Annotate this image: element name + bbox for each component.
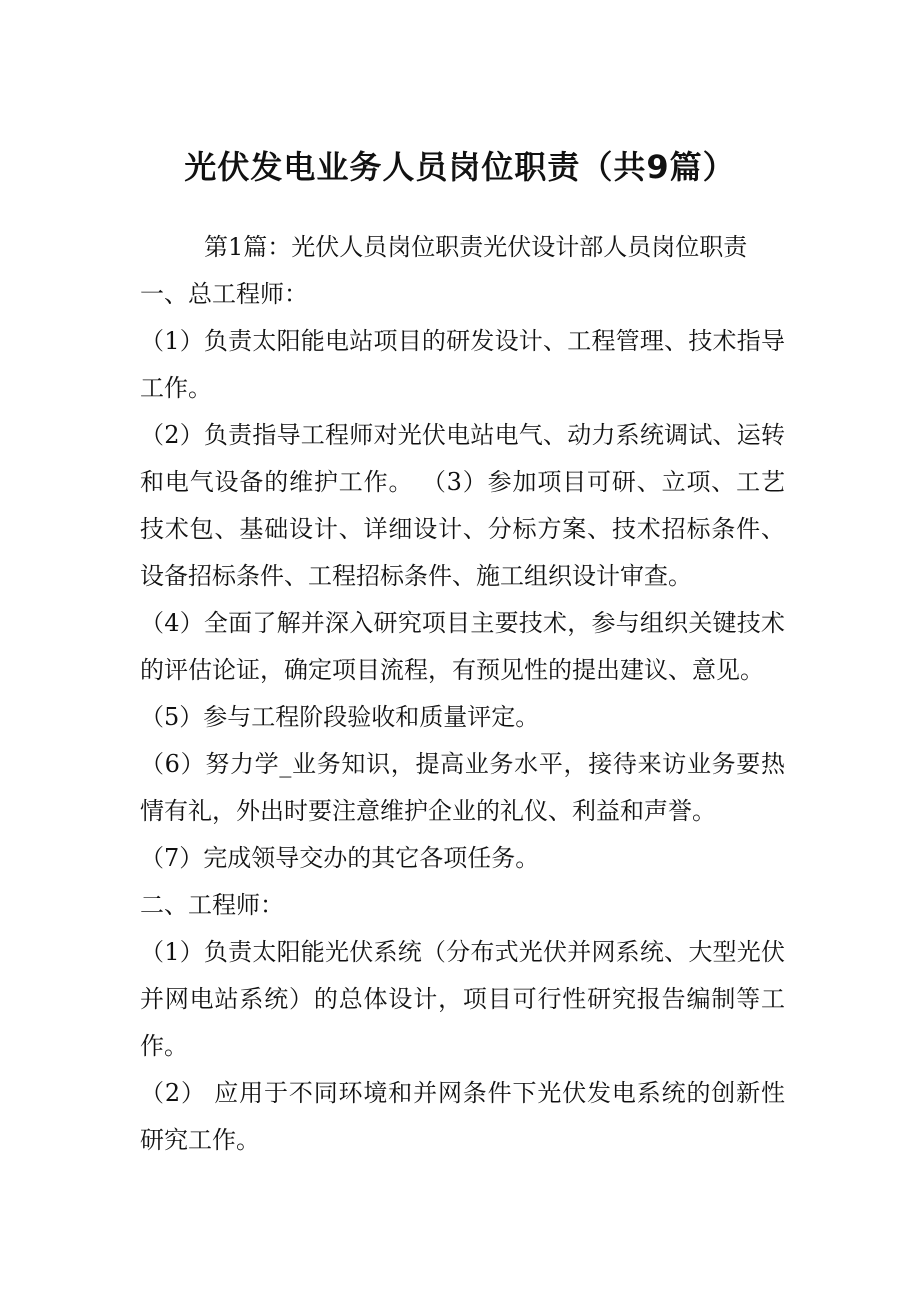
- paragraph-item-5: （5）参与工程阶段验收和质量评定。: [140, 703, 540, 731]
- paragraph-item-2-3: （2）负责指导工程师对光伏电站电气、动力系统调试、运转和电气设备的维护工作。 （3）参加项目可研、立项、工艺技术包、基础设计、详细设计、分标方案、技术招标条件、设备招标条件、工程招标条件、施工组织设计审查。: [140, 421, 785, 590]
- paragraph-item-7: （7）完成领导交办的其它各项任务。: [140, 844, 540, 872]
- document-title: 光伏发电业务人员岗位职责（共9篇）: [184, 148, 736, 186]
- paragraph-engineer-item-1: （1）负责太阳能光伏系统（分布式光伏并网系统、大型光伏并网电站系统）的总体设计，项目可行性研究报告编制等工作。: [140, 938, 785, 1060]
- heading-engineer: 二、工程师：: [140, 891, 284, 919]
- paragraph-item-6: （6）努力学_业务知识，提高业务水平，接待来访业务要热情有礼，外出时要注意维护企业的礼仪、利益和声誉。: [140, 750, 785, 825]
- heading-chief-engineer: 一、总工程师：: [140, 280, 308, 308]
- paragraph-engineer-item-2: （2） 应用于不同环境和并网条件下光伏发电系统的创新性研究工作。: [140, 1079, 785, 1154]
- section-heading-article-1: 第1篇：光伏人员岗位职责光伏设计部人员岗位职责: [204, 233, 748, 261]
- document-body: [140, 224, 785, 1164]
- paragraph-item-4: （4）全面了解并深入研究项目主要技术，参与组织关键技术的评估论证，确定项目流程，有预见性的提出建议、意见。: [140, 609, 785, 684]
- paragraph-item-1: （1）负责太阳能电站项目的研发设计、工程管理、技术指导工作。: [140, 327, 785, 402]
